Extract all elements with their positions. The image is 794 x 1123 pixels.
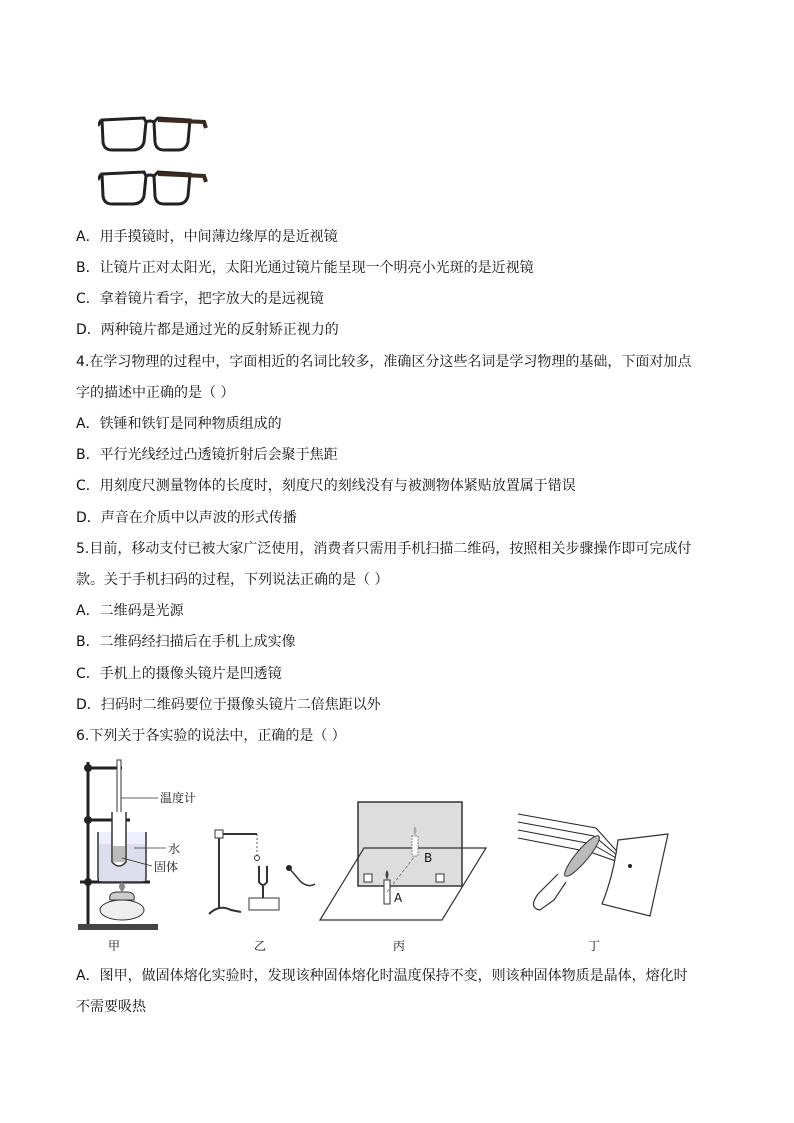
- q3-option-b: B．让镜片正对太阳光，太阳光通过镜片能呈现一个明亮小光斑的是近视镜: [76, 260, 534, 276]
- q4-option-b: B．平行光线经过凸透镜折射后会聚于焦距: [76, 447, 338, 463]
- q6-stem: 6.下列关于各实验的说法中，正确的是（ ）: [76, 728, 346, 744]
- q3-option-c: C．拿着镜片看字，把字放大的是远视镜: [76, 291, 324, 307]
- q6-option-a-line2: 不需要吸热: [76, 999, 146, 1015]
- figure-bing-plane-mirror: [318, 800, 490, 925]
- label-thermometer: 温度计: [160, 791, 197, 805]
- glasses-image-2: [98, 166, 208, 210]
- q3-option-a: A．用手摸镜时，中间薄边缘厚的是近视镜: [76, 229, 338, 245]
- q5-option-a: A．二维码是光源: [76, 603, 184, 619]
- q4-stem-line2: 字的描述中正确的是（ ）: [76, 385, 235, 401]
- q4-option-d: D．声音在介质中以声波的形式传播: [76, 510, 297, 526]
- q3-option-d: D．两种镜片都是通过光的反射矫正视力的: [76, 322, 339, 338]
- figure-yi-tuning-fork: [205, 824, 320, 919]
- q6-option-a-line1: A．图甲，做固体熔化实验时，发现该种固体熔化时温度保持不变，则该种固体物质是晶体，熔化时: [76, 968, 688, 984]
- label-point-b: B: [424, 851, 433, 865]
- label-water: 水: [168, 842, 181, 856]
- glasses-image-1: [98, 112, 208, 156]
- caption-ding: 丁: [588, 939, 601, 953]
- caption-yi: 乙: [254, 939, 267, 953]
- caption-bing: 丙: [393, 939, 406, 953]
- q4-option-a: A．铁锤和铁钉是同种物质组成的: [76, 416, 282, 432]
- label-point-a: A: [394, 891, 403, 905]
- label-solid: 固体: [154, 860, 179, 874]
- q5-stem-line2: 款。关于手机扫码的过程，下列说法正确的是（ ）: [76, 572, 389, 588]
- q5-option-d: D．扫码时二维码要位于摄像头镜片二倍焦距以外: [76, 697, 381, 713]
- q5-option-c: C．手机上的摄像头镜片是凹透镜: [76, 666, 282, 682]
- q4-option-c: C．用刻度尺测量物体的长度时，刻度尺的刻线没有与被测物体紧贴放置属于错误: [76, 478, 576, 494]
- figure-ding-lens-focus: [518, 804, 678, 924]
- q4-stem-line1: 4.在学习物理的过程中，字面相近的名词比较多，准确区分这些名词是学习物理的基础，下面对加点: [76, 354, 692, 370]
- q5-option-b: B．二维码经扫描后在手机上成实像: [76, 634, 296, 650]
- q5-stem-line1: 5.目前，移动支付已被大家广泛使用，消费者只需用手机扫描二维码，按照相关步骤操作即可完成付: [76, 541, 692, 557]
- caption-jia: 甲: [108, 939, 121, 953]
